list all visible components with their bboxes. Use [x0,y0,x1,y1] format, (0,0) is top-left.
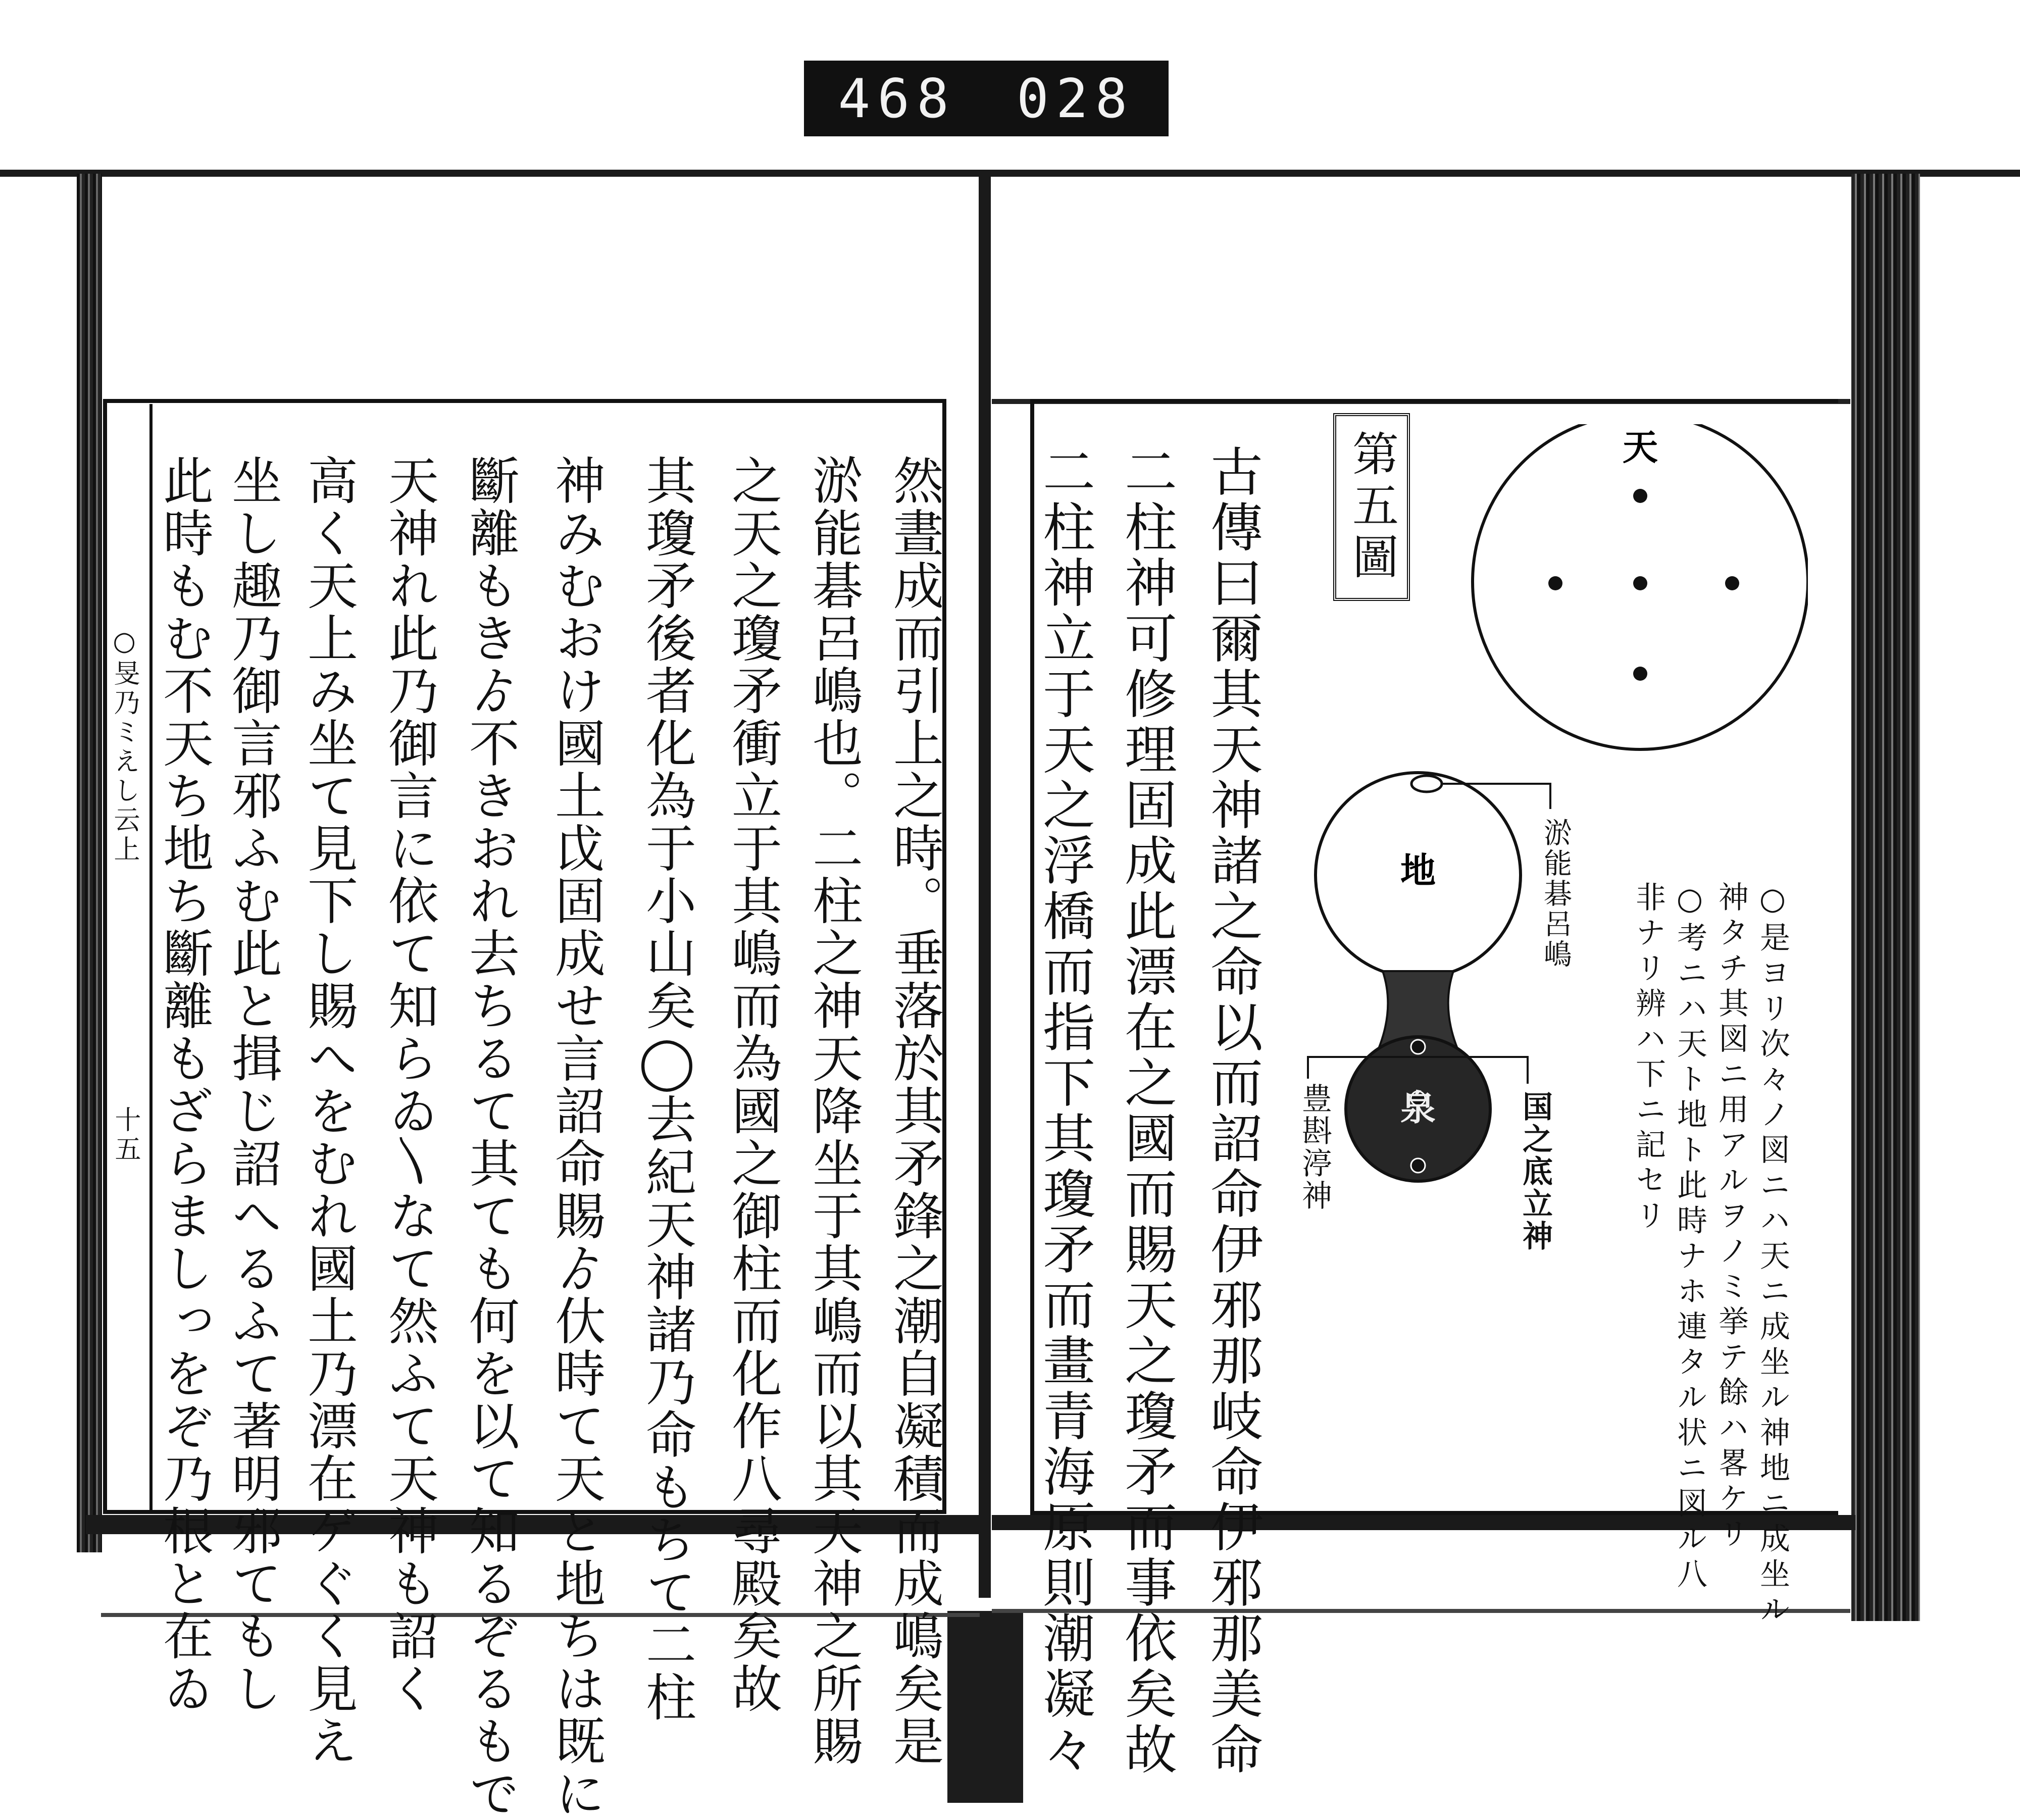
heaven-dot [1633,489,1647,503]
left-text-column: 高く天上み坐て見下し賜へをむれ國土乃漂在ゲぐく見え [299,454,358,1767]
figure-note-line: ○是ヨリ次々ノ図ニハ天ニ成坐ル神地ニ成坐ル [1755,881,1790,1629]
heaven-dot [1548,576,1562,590]
left-text-column: 天神れ此乃御言に依て知らゐ〵なて然ふて天神も詔く [380,454,439,1715]
left-text-column: 斷離もきゟ不きおれ去ちるて其ても何を以て知るぞるもで [461,454,520,1820]
margin-book-title: ○旻乃ミえし云上 [109,626,139,865]
spring-label: 泉 [1400,1087,1436,1129]
book-spine [979,174,991,1598]
left-margin-rule [149,404,153,1513]
lower-dot [1411,1040,1425,1054]
page-number: 十五 [110,1106,140,1165]
left-text-column: 此時もむ不天ち地ち斷離もざらましっをぞ乃根と在ゐ [155,454,214,1715]
heaven-dot [1725,576,1739,590]
frame-counter [804,61,1169,136]
left-text-column: 其瓊矛後者化為于小山矣◯去紀天神諸乃命もちて二柱 [637,454,696,1724]
figure-note-line: ○考ニハ天ト地ト此時ナホ連タル状ニ図ル八 [1672,881,1707,1593]
left-page-edges [77,174,102,1552]
right-page-edges [1851,174,1920,1621]
spine-foot [947,1611,1023,1803]
figure-note-line: 神タチ其図ニ用アルヲノミ挙テ餘ハ畧ケリ [1713,881,1749,1553]
left-text-column: 坐し趣乃御言邪ふむ此と揖じ詔へるふて著明邪てもし [223,454,282,1715]
left-text-column: 神みむおけ國土戉固成せ言詔命賜ゟ㐲時て天と地ちは既に [546,454,605,1820]
right-text-column: 二柱神可修理固成此漂在之國而賜天之瓊矛而事依矣故 [1116,444,1177,1778]
right-text-column: 二柱神立于天之浮橋而指下其瓊矛而畫青海原則潮凝々 [1034,444,1095,1778]
lower-dot [1411,1158,1425,1173]
callout-toyokumunu-label: 豊斟渟神 [1297,1083,1332,1212]
callout-onogoro-label: 淤能碁呂嶋 [1539,818,1572,970]
earth-label: 地 [1400,849,1436,891]
figure-note-line: 非ナリ辨ハ下ニ記セリ [1631,881,1666,1235]
book-top-edge [0,170,2020,177]
right-text-column: 古傳曰爾其天神諸之命以而詔命伊邪那岐命伊邪那美命 [1201,444,1263,1778]
left-text-column: 之天之瓊矛衝立于其嶋而為國之御柱而化作八尋殿矣故 [723,454,782,1715]
callout-kuni-no-sokotachi-label: 国之底立神 [1518,1091,1553,1252]
left-text-column: 淤能碁呂嶋也。二柱之神天降坐于其嶋而以其天神之所賜 [804,454,863,1767]
frame-number: 028 [1017,67,1135,130]
heaven-dot [1633,576,1647,590]
onogoro-island-mark [1411,776,1442,792]
figure-title: 第五圖 [1345,430,1399,584]
heaven-label: 天 [1623,426,1658,468]
left-text-column: 然晝成而引上之時。垂落於其矛鋒之潮自凝積而成嶋矣是 [885,454,944,1767]
reel-number: 468 [838,67,956,130]
heaven-dot [1633,667,1647,681]
